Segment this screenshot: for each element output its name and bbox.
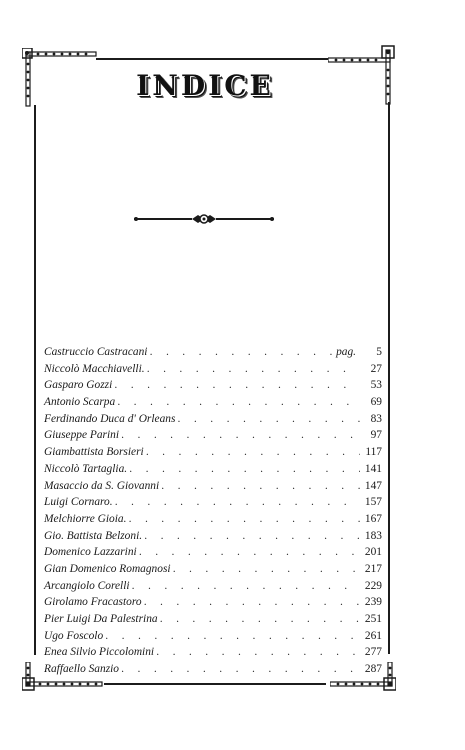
toc-entry-name: Gio. Battista Belzoni. — [44, 529, 143, 542]
frame-left-rule — [34, 105, 36, 655]
toc-entry-name: Ugo Foscolo — [44, 629, 104, 642]
toc-entry-name: Antonio Scarpa — [44, 396, 116, 409]
toc-entry[interactable] — [44, 344, 382, 361]
toc-entry-name: Enea Silvio Piccolomini — [44, 646, 155, 659]
toc-entry[interactable] — [44, 578, 382, 595]
toc-entry[interactable] — [44, 511, 382, 528]
table-of-contents — [44, 344, 382, 678]
toc-dot-leader — [128, 512, 360, 529]
toc-page-number: 239 — [364, 596, 382, 609]
toc-entry[interactable] — [44, 494, 382, 511]
toc-page-number: 201 — [364, 546, 382, 559]
toc-dot-leader — [156, 645, 360, 662]
toc-page-number: 217 — [364, 562, 382, 575]
divider-ornament — [132, 210, 276, 228]
toc-dot-leader — [147, 362, 360, 379]
toc-dot-leader — [105, 629, 360, 646]
toc-dot-leader — [144, 595, 360, 612]
toc-page-number: 69 — [370, 396, 382, 409]
toc-entry-name: Raffaello Sanzio — [44, 663, 119, 676]
toc-dot-leader — [114, 378, 360, 395]
toc-page-number: 167 — [364, 512, 382, 525]
toc-dot-leader — [177, 412, 360, 429]
toc-entry-name: Luigi Cornaro. — [44, 496, 113, 509]
toc-entry[interactable] — [44, 594, 382, 611]
toc-page-number: 287 — [364, 663, 382, 676]
toc-dot-leader — [161, 479, 360, 496]
toc-page-number: 83 — [370, 412, 382, 425]
toc-page-number: 141 — [364, 462, 382, 475]
toc-dot-leader — [121, 428, 360, 445]
toc-entry-name: Pier Luigi Da Palestrina — [44, 613, 158, 625]
top-left-corner-ornament — [22, 48, 97, 108]
toc-entry[interactable] — [44, 561, 382, 578]
toc-entry[interactable] — [44, 427, 382, 444]
toc-page-number: 117 — [365, 446, 382, 459]
toc-page-number: 97 — [370, 429, 382, 442]
toc-page-number: 27 — [370, 362, 382, 375]
toc-entry[interactable] — [44, 628, 382, 645]
toc-page-number: 157 — [364, 496, 382, 509]
toc-dot-leader — [139, 545, 360, 562]
frame-right-rule — [388, 102, 390, 654]
frame-bottom-rule — [104, 683, 326, 685]
frame-top-rule — [96, 58, 328, 60]
toc-entry-name: Giambattista Borsieri — [44, 446, 144, 459]
toc-dot-leader — [173, 562, 360, 579]
toc-entry[interactable] — [44, 611, 382, 628]
toc-entry-name: Giuseppe Parini — [44, 429, 119, 442]
toc-page-number: 261 — [364, 629, 382, 642]
toc-page-number: 229 — [364, 579, 382, 592]
toc-entry-name: Girolamo Fracastoro — [44, 596, 142, 609]
toc-entry[interactable] — [44, 444, 382, 461]
toc-dot-leader — [160, 612, 360, 629]
toc-entry-name: Gasparo Gozzi — [44, 379, 113, 392]
top-right-corner-ornament — [328, 44, 398, 106]
toc-entry-name: Masaccio da S. Giovanni — [44, 479, 160, 492]
toc-dot-leader — [146, 445, 360, 462]
toc-entry-name: Domenico Lazzarini — [44, 546, 137, 559]
toc-entry-name: Melchiorre Gioia. — [44, 512, 127, 525]
toc-dot-leader — [115, 495, 360, 512]
toc-entry[interactable] — [44, 528, 382, 545]
toc-entry[interactable] — [44, 544, 382, 561]
toc-page-number: 183 — [364, 529, 382, 542]
toc-entry[interactable] — [44, 661, 382, 678]
toc-entry-name: Castruccio Castracani — [44, 346, 148, 358]
toc-page-number: 147 — [364, 479, 382, 492]
page-abbreviation: pag. — [336, 346, 356, 358]
toc-page-number: 277 — [364, 646, 382, 659]
toc-page-number: 251 — [364, 613, 382, 625]
toc-dot-leader — [117, 395, 360, 412]
toc-dot-leader — [129, 462, 360, 479]
toc-entry[interactable] — [44, 394, 382, 411]
toc-dot-leader — [144, 529, 360, 546]
toc-dot-leader — [149, 345, 334, 362]
toc-entry[interactable] — [44, 461, 382, 478]
toc-entry-name: Gian Domenico Romagnosi — [44, 562, 171, 575]
toc-entry-name: Niccolò Tartaglia. — [44, 462, 128, 475]
page-title: INDICE — [136, 69, 274, 102]
toc-entry[interactable] — [44, 478, 382, 495]
toc-entry[interactable] — [44, 644, 382, 661]
toc-page-number: 53 — [370, 379, 382, 392]
toc-entry-name: Ferdinando Duca d' Orleans — [44, 412, 176, 425]
toc-entry[interactable] — [44, 411, 382, 428]
toc-entry[interactable] — [44, 361, 382, 378]
toc-dot-leader — [132, 579, 360, 596]
toc-dot-leader — [121, 662, 360, 679]
toc-entry[interactable] — [44, 377, 382, 394]
toc-entry-name: Arcangiolo Corelli — [44, 579, 130, 592]
toc-entry-name: Niccolò Macchiavelli. — [44, 362, 145, 375]
toc-page-number: 5 — [376, 346, 382, 358]
